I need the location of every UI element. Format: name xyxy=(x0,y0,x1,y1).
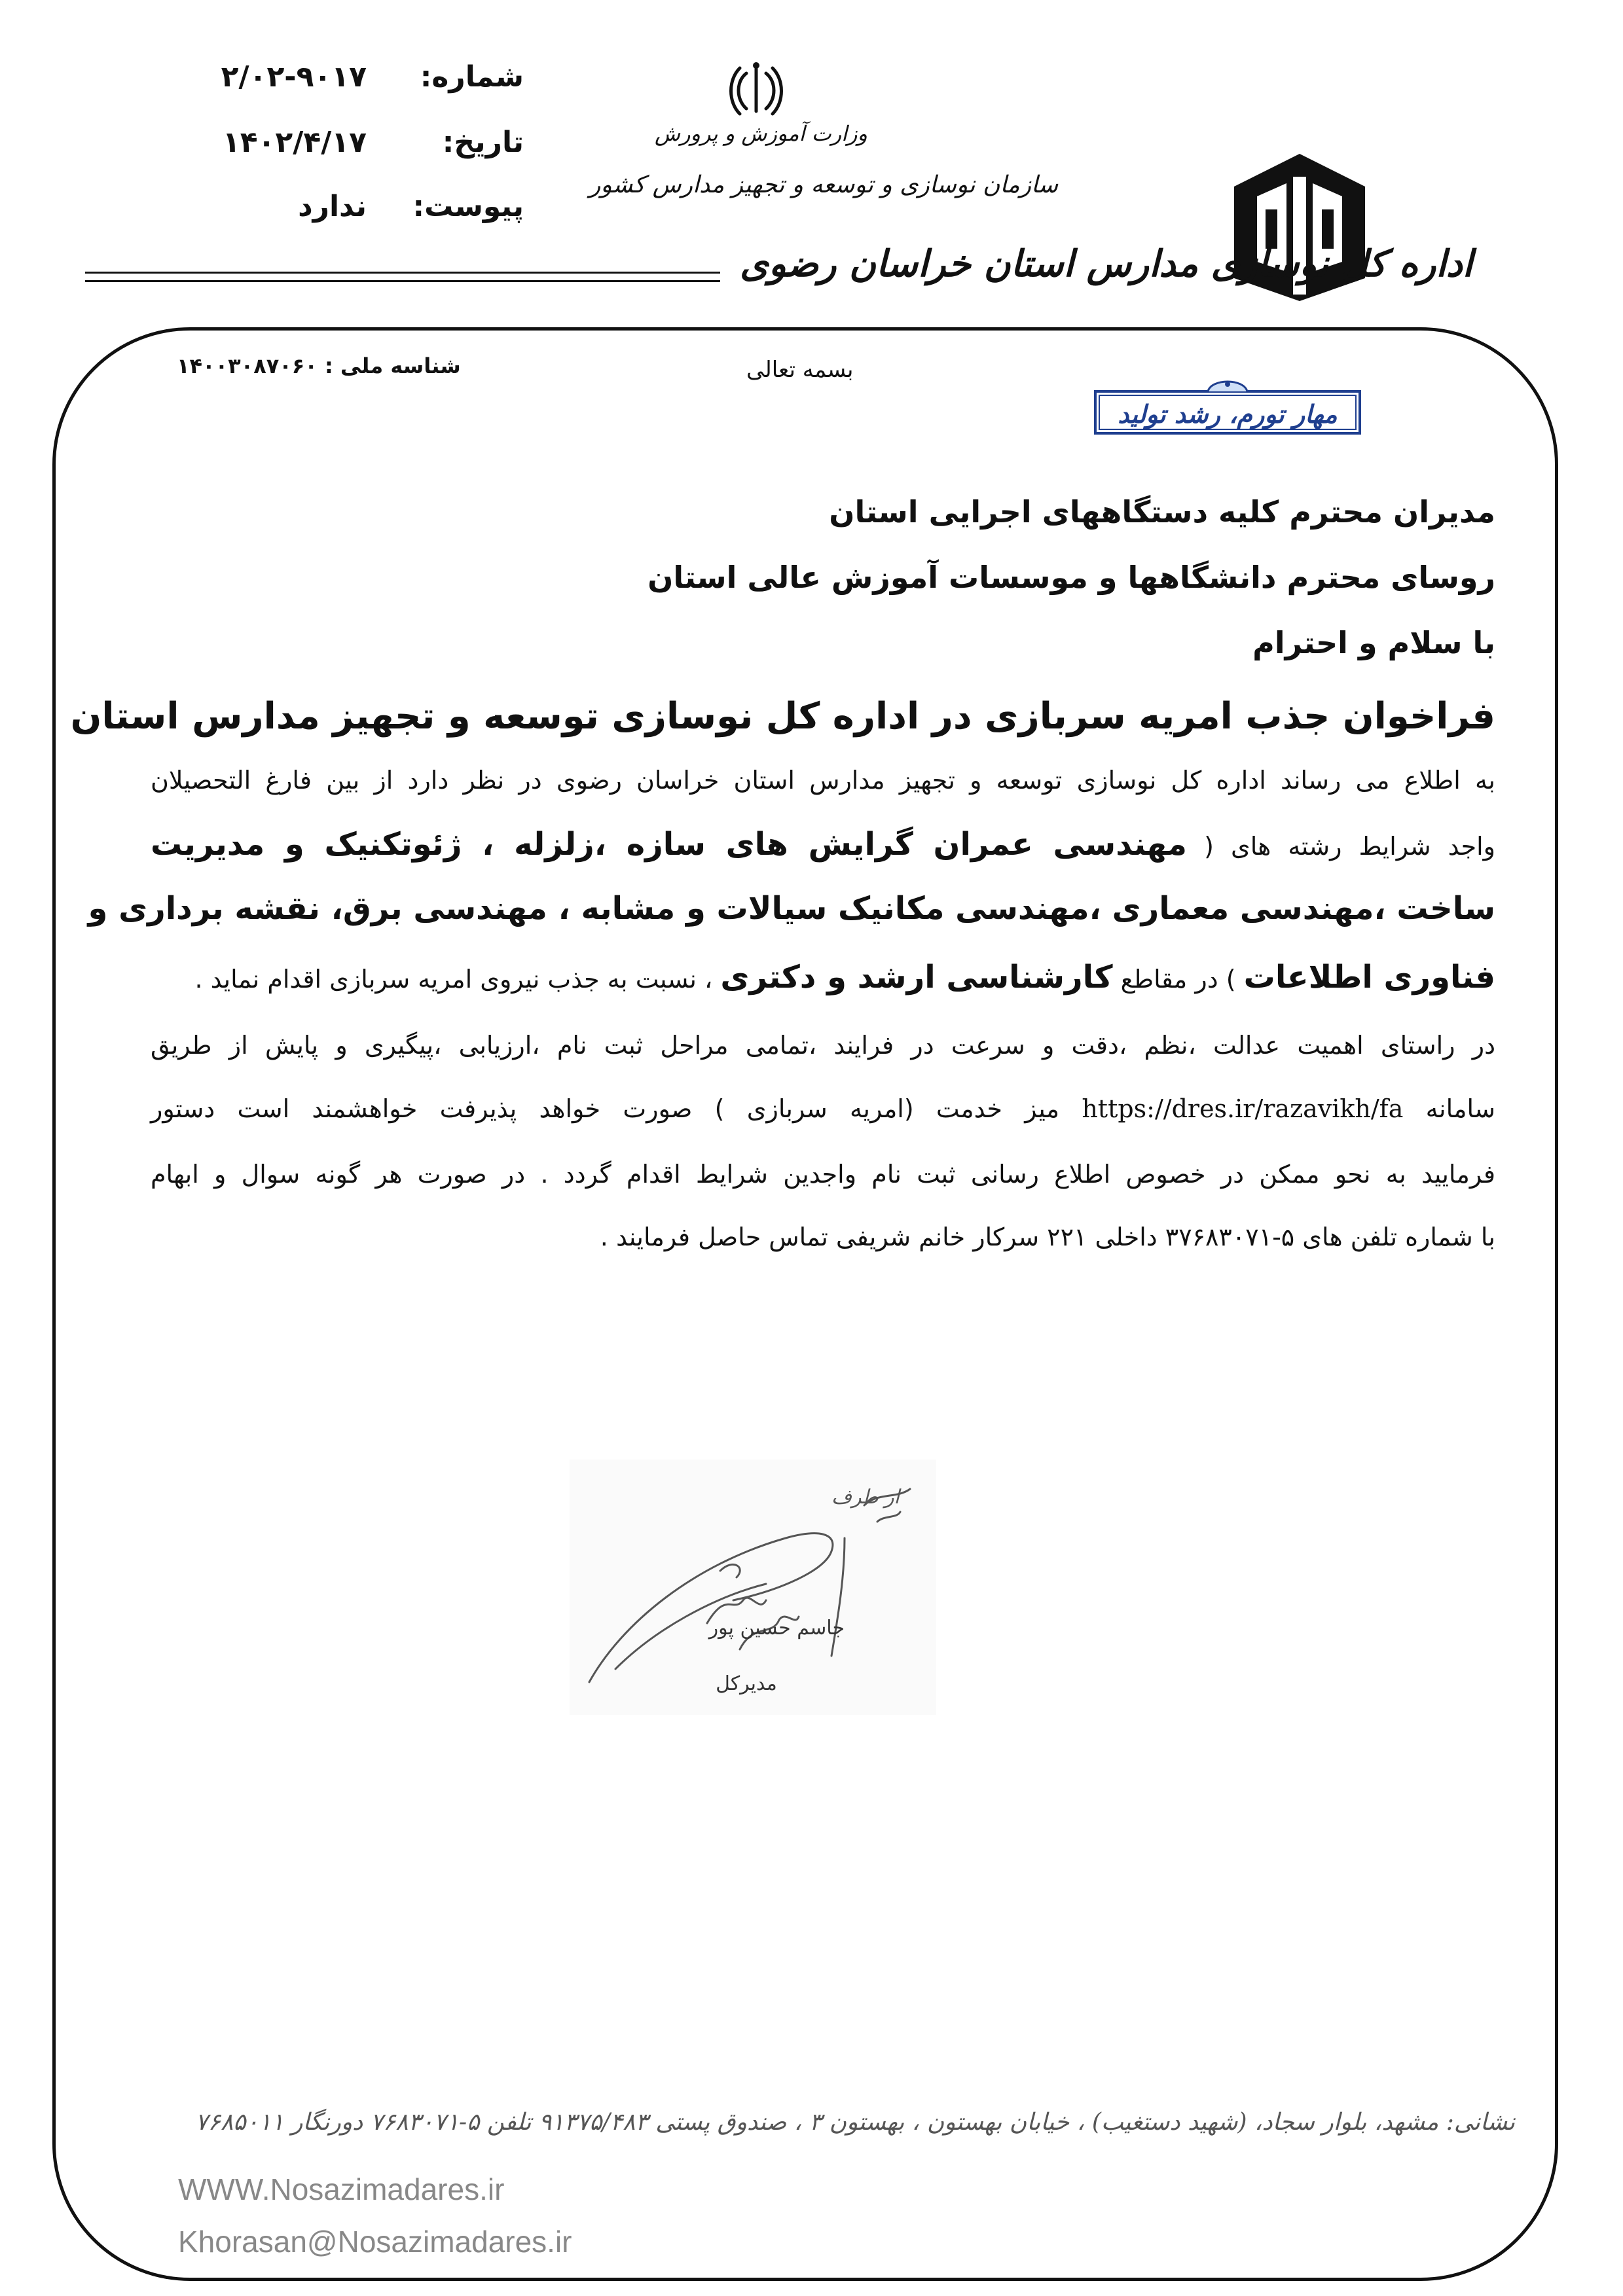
date-row xyxy=(170,126,524,165)
number-label: شماره: xyxy=(420,60,524,94)
body-line-4 xyxy=(151,959,1495,996)
header-rule-bottom xyxy=(85,280,720,282)
signature-block xyxy=(570,1460,936,1715)
national-id: شناسه ملی : ۱۴۰۰۳۰۸۷۰۶۰ xyxy=(177,353,461,378)
ministry-name: وزارت آموزش و پرورش xyxy=(655,121,867,146)
header-rule-top xyxy=(85,272,720,274)
organization-name: سازمان نوسازی و توسعه و تجهیز مدارس کشور xyxy=(589,171,1059,198)
body-line-4-bold-b: کارشناسی ارشد و دکتری xyxy=(720,959,1113,996)
iran-emblem-icon xyxy=(727,59,786,118)
slogan-badge xyxy=(1090,373,1365,439)
signature-note: از طرف xyxy=(831,1486,900,1509)
footer-website[interactable]: WWW.Nosazimadares.ir xyxy=(178,2172,505,2206)
letter-subject: فراخوان جذب امریه سربازی در اداره کل نوسازی توسعه و تجهیز مدارس استان xyxy=(70,695,1495,738)
attachment-label: پیوست: xyxy=(412,190,524,223)
body-line-6-b: میز خدمت (امریه سربازی ) صورت خواهد پذیرفت خواهشمند است دستور xyxy=(151,1094,1060,1123)
body-line-4-mid: ) در مقاطع xyxy=(1120,965,1236,994)
signatory-name: جاسم حسین پور xyxy=(708,1617,845,1640)
footer-address: نشانی: مشهد، بلوار سجاد، (شهید دستغیب) ، خیابان بهستون ، بهستون ۳ ، صندوق پستی ۹۱۳۷۵/۴۸۳ تلفن ۵-۷۶۸۳۰۷۱ دورنگار ۷۶۸۵۰۱۱ xyxy=(195,2109,1515,2136)
addressee-1: مدیران محترم کلیه دستگاههای اجرایی استان xyxy=(829,494,1495,529)
slogan-text: مهار تورم، رشد تولید xyxy=(1118,399,1338,429)
body-line-2 xyxy=(151,826,1495,863)
date-value: ۱۴۰۲/۴/۱۷ xyxy=(222,126,367,159)
attachment-row xyxy=(170,190,524,229)
body-line-2-bold: مهندسی عمران گرایش های سازه ،زلزله ، ژئوتکنیک و مدیریت xyxy=(151,826,1187,863)
letter-frame xyxy=(52,327,1558,2281)
invocation: بسمه تعالی xyxy=(746,357,854,383)
attachment-value: ندارد xyxy=(298,190,367,223)
body-line-4-bold-a: فناوری اطلاعات xyxy=(1243,959,1495,996)
body-line-3: ساخت ،مهندسی معماری ،مهندسی مکانیک سیالات و مشابه ، مهندسی برق، نقشه برداری و xyxy=(88,890,1495,927)
body-line-4-rest: ، نسبت به جذب نیروی امریه سربازی اقدام نماید . xyxy=(194,965,713,994)
body-line-1: به اطلاع می رساند اداره کل نوسازی توسعه و تجهیز مدارس استان خراسان رضوی در نظر دارد از بین فارغ التحصیلان xyxy=(151,766,1495,795)
body-line-7: فرمایید به نحو ممکن در خصوص اطلاع رسانی ثبت نام واجدین شرایط اقدام گردد . در صورت هر گونه سوال و ابهام xyxy=(151,1160,1495,1189)
body-line-6 xyxy=(151,1094,1495,1123)
addressee-2: روسای محترم دانشگاهها و موسسات آموزش عالی استان xyxy=(647,560,1495,595)
greeting: با سلام و احترام xyxy=(1252,625,1495,660)
body-line-6-a: سامانه xyxy=(1425,1094,1495,1123)
body-line-5: در راستای اهمیت عدالت ،نظم ،دقت و سرعت در فرایند ،تمامی مراحل ثبت نام ،ارزیابی ،پیگیری و پایش از طریق xyxy=(151,1031,1495,1060)
signatory-title: مدیرکل xyxy=(716,1672,777,1695)
number-row xyxy=(170,60,524,99)
body-line-2-prefix: واجد شرایط رشته های ( xyxy=(1204,832,1495,861)
registration-url-link[interactable]: https://dres.ir/razavikh/fa xyxy=(1082,1094,1404,1123)
footer-email[interactable]: Khorasan@Nosazimadares.ir xyxy=(178,2225,572,2259)
department-name: اداره کل نوسازی مدارس استان خراسان رضوی xyxy=(740,242,1473,285)
date-label: تاریخ: xyxy=(442,126,524,159)
number-value: ۲/۰۲-۹۰۱۷ xyxy=(221,60,367,94)
body-line-8: با شماره تلفن های ۵-۳۷۶۸۳۰۷۱ داخلی ۲۲۱ سرکار خانم شریفی تماس حاصل فرمایند . xyxy=(600,1223,1495,1251)
